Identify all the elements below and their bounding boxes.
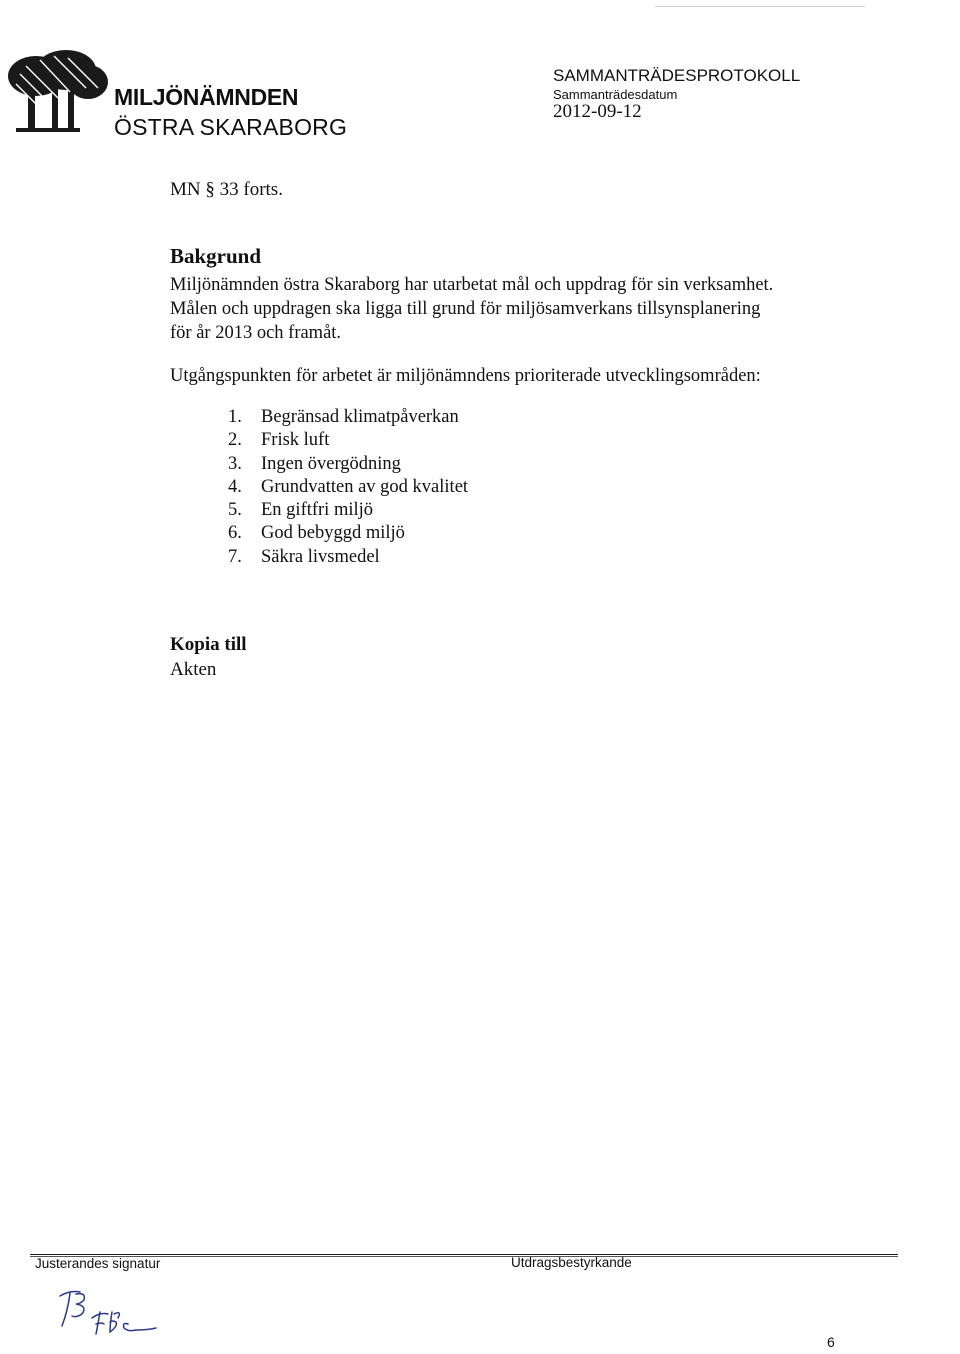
list-item-number: 6.	[228, 523, 242, 544]
list-item-text: En giftfri miljö	[261, 500, 374, 521]
list-item-number: 1.	[228, 407, 242, 427]
list-item	[228, 453, 468, 476]
list-item	[228, 546, 468, 569]
list-item-number: 4.	[228, 476, 242, 497]
list-item-number: 3.	[228, 453, 242, 474]
list-item	[228, 406, 468, 429]
section-reference: MN § 33 forts.	[170, 179, 283, 200]
list-item	[228, 499, 468, 522]
list-item-text: Ingen övergödning	[261, 453, 401, 474]
org-name-line1: MILJÖNÄMNDEN	[114, 84, 299, 110]
paragraph-line: Miljönämnden östra Skaraborg har utarbetat mål och uppdrag för sin verksamhet.	[170, 275, 774, 295]
signature-label: Justerandes signatur	[35, 1256, 161, 1271]
document-type: SAMMANTRÄDESPROTOKOLL	[553, 66, 801, 85]
footer-divider	[30, 1254, 898, 1255]
background-heading: Bakgrund	[170, 244, 262, 268]
tree-logo-icon	[6, 48, 110, 140]
priority-list	[228, 406, 468, 569]
paragraph-line: för år 2013 och framåt.	[170, 323, 342, 343]
handwritten-initials-signature	[52, 1282, 172, 1342]
list-item-text: God bebyggd miljö	[261, 523, 405, 544]
list-item	[228, 429, 468, 452]
list-item	[228, 522, 468, 545]
list-item-number: 5.	[228, 500, 242, 521]
list-item-number: 7.	[228, 546, 242, 567]
paragraph-line: Målen och uppdragen ska ligga till grund för miljösamverkans tillsynsplanering	[170, 299, 761, 319]
scan-artifact-line	[655, 6, 865, 7]
list-item-text: Säkra livsmedel	[261, 546, 380, 567]
meeting-date-label: Sammanträdesdatum	[553, 87, 678, 102]
meeting-date-value: 2012-09-12	[553, 101, 642, 122]
priorities-intro: Utgångspunkten för arbetet är miljönämndens prioriterade utvecklingsområden:	[170, 366, 761, 386]
copy-to-recipient: Akten	[170, 659, 217, 680]
page-number: 6	[827, 1334, 835, 1350]
list-item-text: Begränsad klimatpåverkan	[261, 407, 459, 427]
list-item-text: Grundvatten av god kvalitet	[261, 476, 469, 497]
org-name-line2: ÖSTRA SKARABORG	[114, 114, 348, 140]
copy-to-heading: Kopia till	[170, 634, 247, 655]
list-item	[228, 476, 468, 499]
list-item-text: Frisk luft	[261, 430, 330, 451]
certification-label: Utdragsbestyrkande	[511, 1255, 632, 1270]
list-item-number: 2.	[228, 430, 242, 451]
background-paragraph	[170, 273, 850, 345]
